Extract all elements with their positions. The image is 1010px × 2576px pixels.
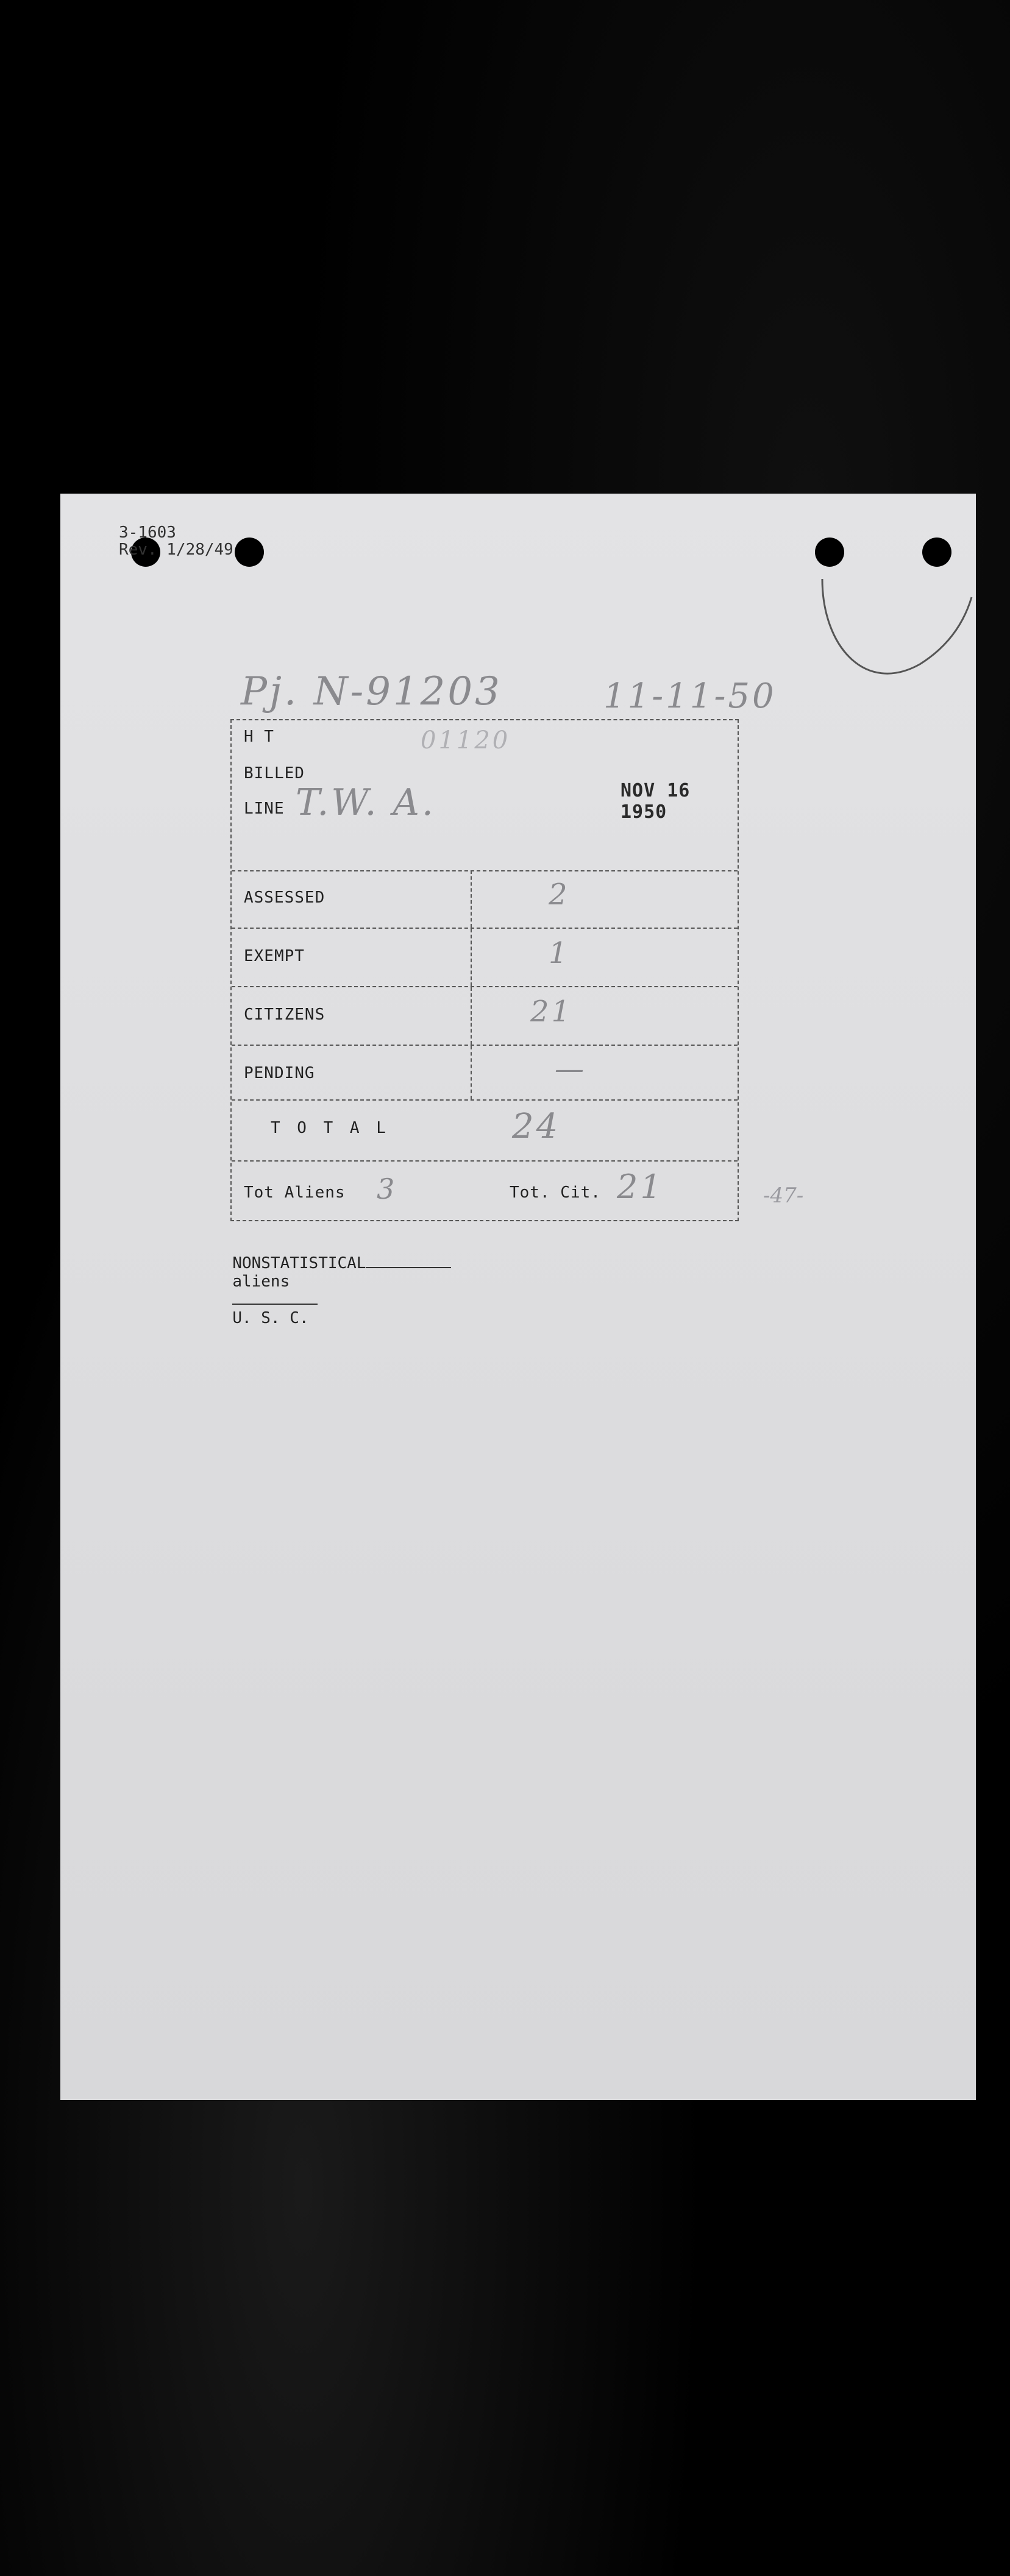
row-label: CITIZENS xyxy=(244,1006,325,1024)
billed-label: BILLED xyxy=(244,764,305,782)
row-assessed xyxy=(232,870,738,929)
received-date-stamp: NOV 16 1950 xyxy=(621,780,691,823)
row-label: PENDING xyxy=(244,1064,315,1082)
ht-label: H T xyxy=(244,728,274,746)
line-label: LINE xyxy=(244,800,285,818)
usc-label: U. S. C. xyxy=(232,1309,309,1327)
punch-hole-right-2 xyxy=(922,538,951,567)
form-number-text: 3-1603 xyxy=(119,523,176,542)
tot-cit-value: 21 xyxy=(617,1168,664,1206)
card-header xyxy=(232,720,738,871)
handwritten-date: 11-11-50 xyxy=(603,676,777,716)
nonstatistical-line xyxy=(213,1236,451,1327)
nonstatistical-blank xyxy=(366,1267,451,1268)
handwritten-reference: Pj. N-91203 xyxy=(241,669,502,714)
total-label: T O T A L xyxy=(271,1119,389,1137)
statistics-card xyxy=(230,719,739,1221)
tot-aliens-value: 3 xyxy=(377,1173,397,1205)
row-divider xyxy=(471,929,472,986)
row-total xyxy=(232,1101,738,1162)
row-label: ASSESSED xyxy=(244,889,325,907)
row-divider xyxy=(471,1046,472,1099)
punch-hole-right-1 xyxy=(815,538,844,567)
row-citizens xyxy=(232,987,738,1046)
row-exempt xyxy=(232,929,738,987)
form-number xyxy=(119,524,233,558)
form-revision-text: Rev. 1/28/49 xyxy=(119,541,233,559)
row-pending xyxy=(232,1046,738,1101)
row-divider xyxy=(471,870,472,928)
row-value: — xyxy=(555,1052,586,1086)
side-pencil-note: -47- xyxy=(763,1183,804,1208)
row-label: EXEMPT xyxy=(244,947,305,965)
row-value: 2 xyxy=(549,878,570,912)
tot-aliens-label: Tot Aliens xyxy=(244,1183,346,1202)
nonstatistical-label: NONSTATISTICAL xyxy=(232,1254,366,1272)
row-value: 1 xyxy=(549,936,570,970)
aliens-label: aliens xyxy=(232,1272,290,1291)
ht-value: 01120 xyxy=(421,726,511,754)
total-value: 24 xyxy=(512,1107,561,1146)
aliens-blank xyxy=(232,1304,318,1305)
line-value: T.W. A. xyxy=(296,781,436,824)
tot-cit-label: Tot. Cit. xyxy=(510,1183,601,1202)
pencil-curve-mark xyxy=(816,573,975,695)
row-value: 21 xyxy=(530,995,573,1029)
punch-hole-left-2 xyxy=(235,538,264,567)
row-totals xyxy=(232,1162,738,1220)
row-divider xyxy=(471,987,472,1045)
